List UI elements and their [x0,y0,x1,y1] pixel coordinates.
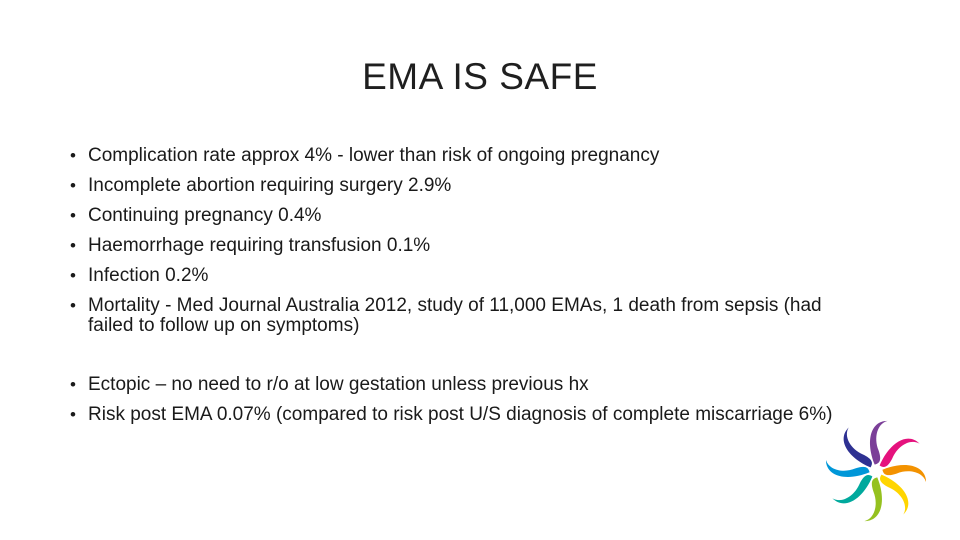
list-item [70,296,870,336]
list-item [70,206,870,226]
list-item [70,236,870,256]
list-item-text: Risk post EMA 0.07% (compared to risk post U/S diagnosis of complete miscarriage 6%) [88,404,833,425]
logo-petal [844,427,872,467]
bullet-icon: • [70,405,76,424]
list-item-text: Continuing pregnancy 0.4% [88,205,322,226]
list-item-text: Infection 0.2% [88,265,209,286]
logo-petal [832,475,872,503]
slide-title: EMA IS SAFE [362,56,598,97]
list-item-text: Haemorrhage requiring transfusion 0.1% [88,235,431,256]
list-item [70,375,870,395]
bullet-icon: • [70,236,76,255]
bullet-icon: • [70,296,76,315]
bullet-icon: • [70,146,76,165]
list-item-text: Mortality - Med Journal Australia 2012, study of 11,000 EMAs, 1 death from sepsis (had failed to follow up on symptoms) [88,295,822,336]
pinwheel-logo-icon [826,416,926,526]
list-item [70,266,870,286]
bullet-list-ectopic [70,375,870,435]
logo-petal [880,475,908,515]
list-item-text: Ectopic – no need to r/o at low gestation unless previous hx [88,374,589,395]
logo-petal [880,439,920,467]
list-item [70,405,870,425]
list-item [70,176,870,196]
bullet-list-complications [70,146,870,346]
bullet-icon: • [70,266,76,285]
bullet-icon: • [70,206,76,225]
bullet-icon: • [70,375,76,394]
list-item-text: Complication rate approx 4% - lower than risk of ongoing pregnancy [88,145,660,166]
list-item [70,146,870,166]
bullet-icon: • [70,176,76,195]
list-item-text: Incomplete abortion requiring surgery 2.9% [88,175,452,196]
